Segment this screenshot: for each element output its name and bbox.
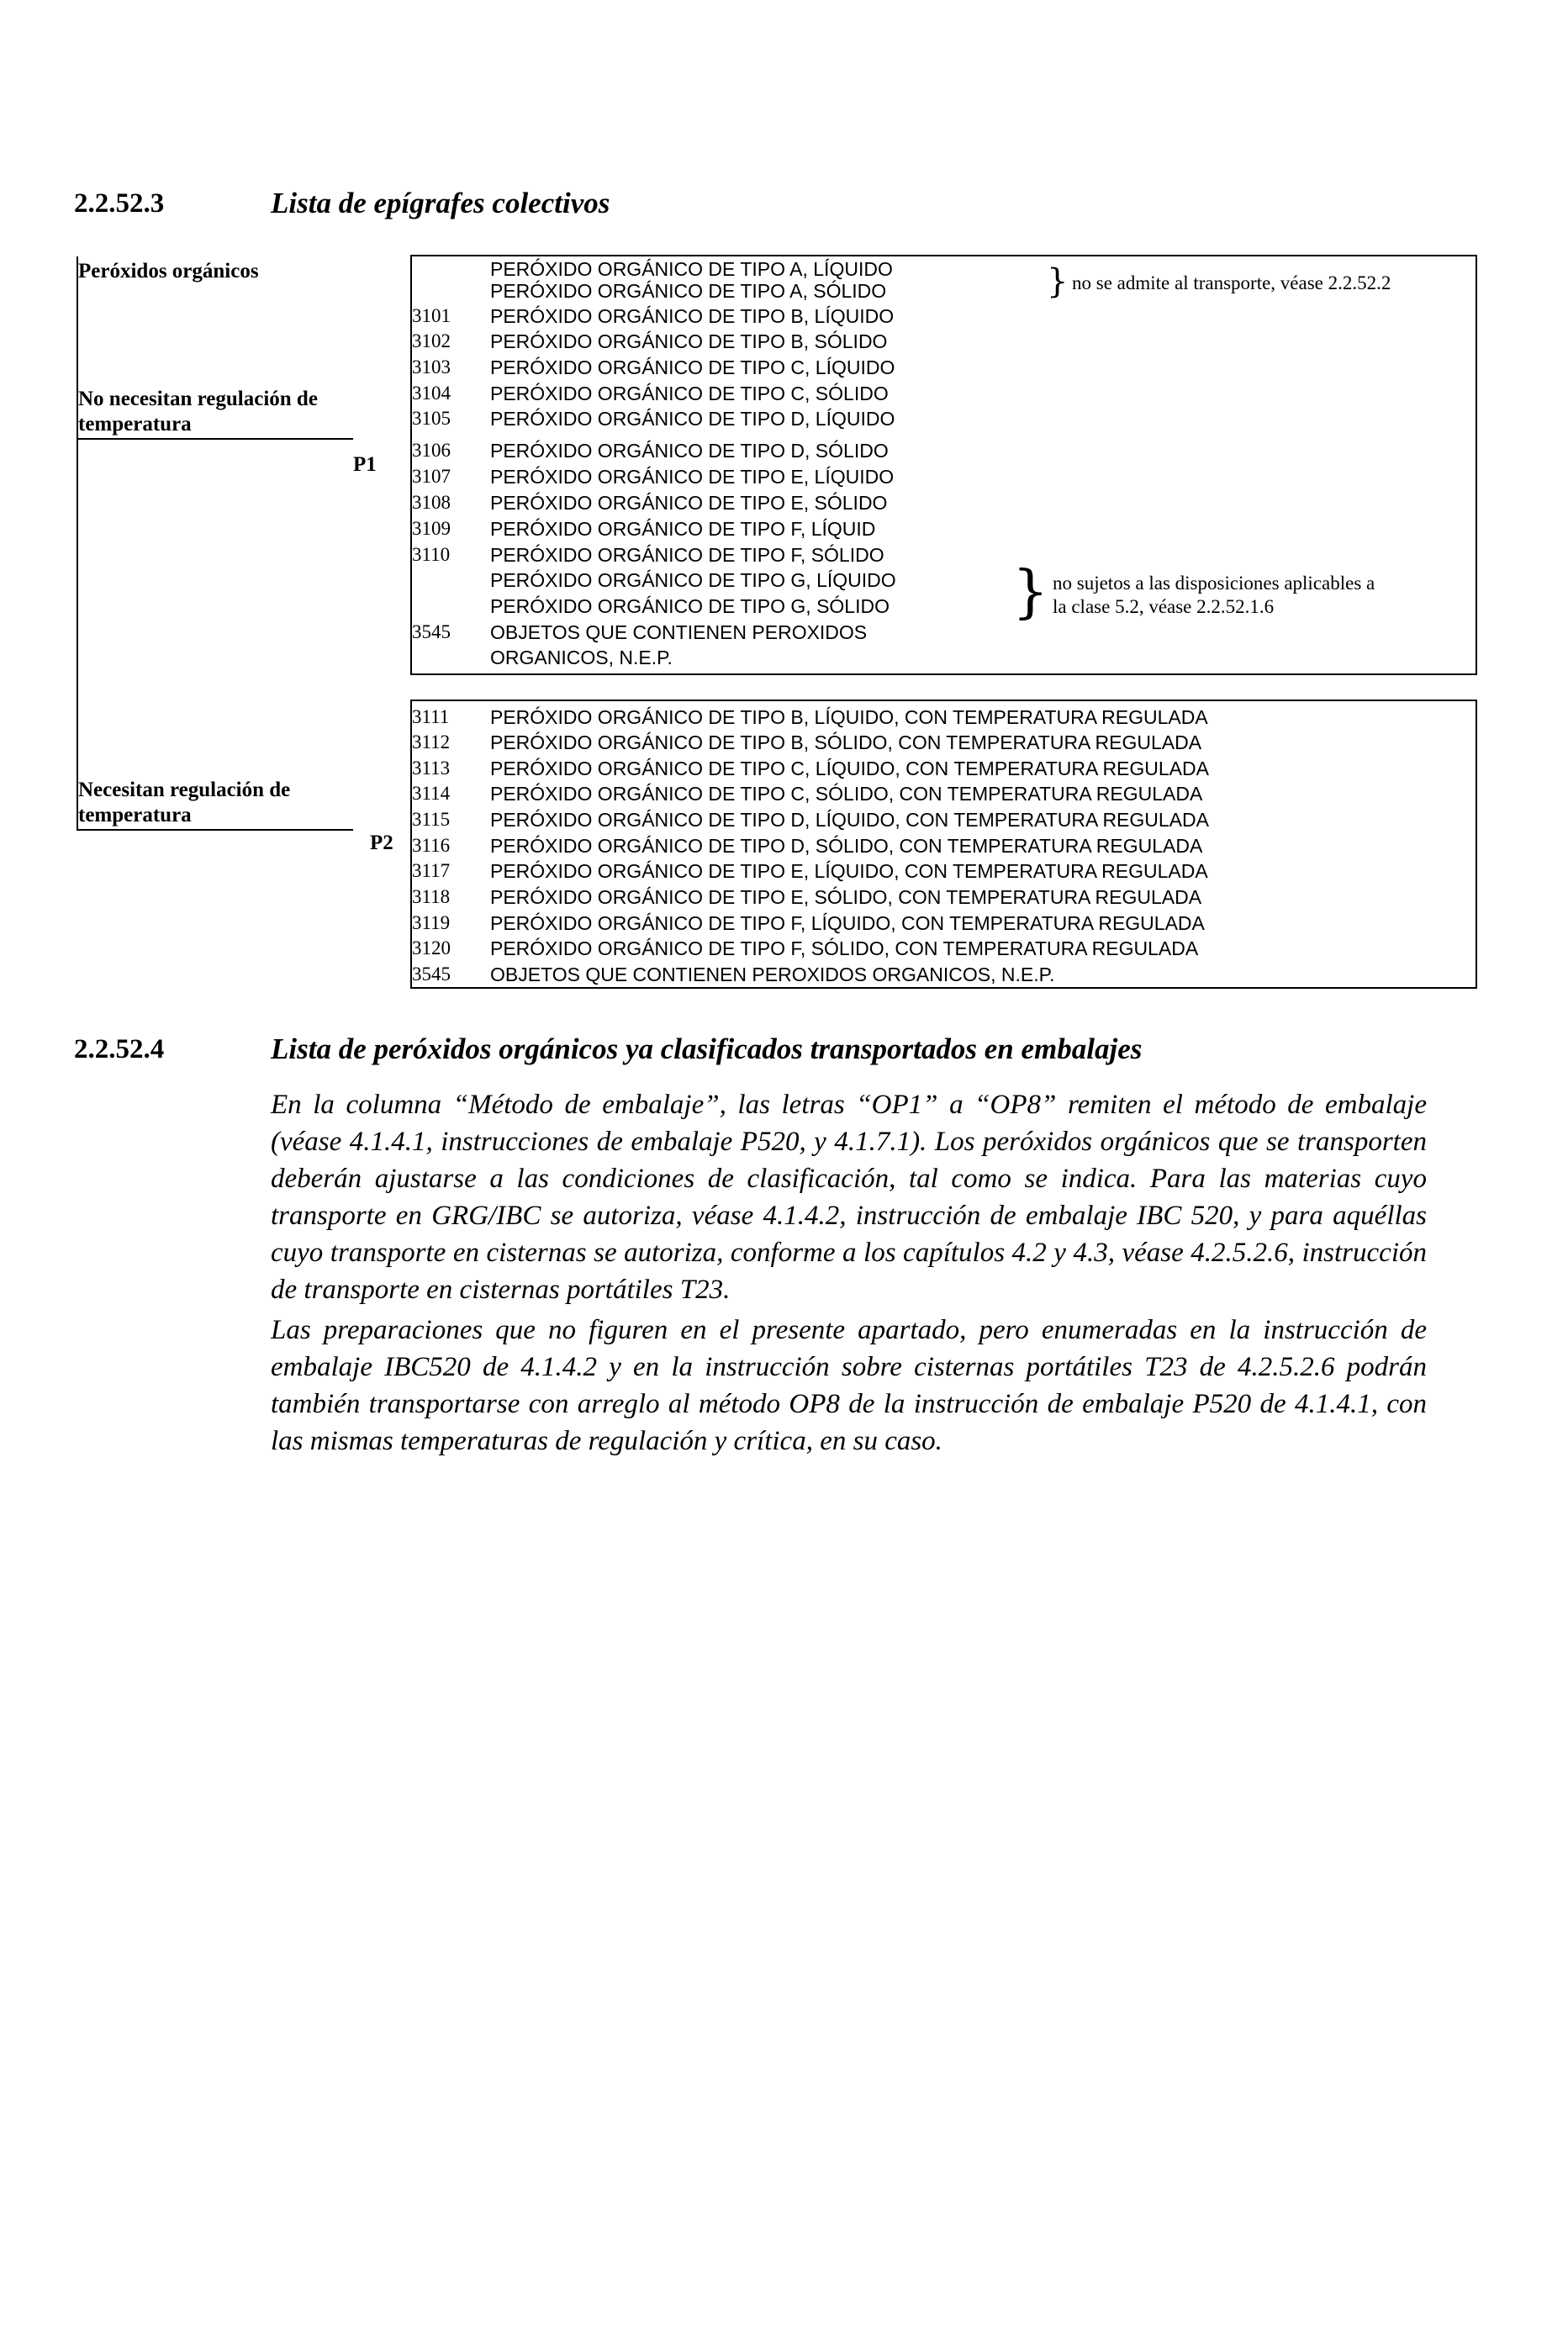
entry-name: PERÓXIDO ORGÁNICO DE TIPO C, LÍQUIDO	[490, 356, 895, 378]
un-number: 3109	[412, 518, 451, 539]
entry-name: PERÓXIDO ORGÁNICO DE TIPO D, LÍQUIDO	[490, 408, 895, 430]
entry-name: PERÓXIDO ORGÁNICO DE TIPO E, LÍQUIDO, CON TEMPERATURA REGULADA	[490, 860, 1208, 882]
entry-name: PERÓXIDO ORGÁNICO DE TIPO D, LÍQUIDO, CON TEMPERATURA REGULADA	[490, 809, 1209, 831]
un-number: 3105	[412, 408, 451, 429]
entry-name: PERÓXIDO ORGÁNICO DE TIPO B, LÍQUIDO, CON TEMPERATURA REGULADA	[490, 706, 1208, 728]
entry-name: OBJETOS QUE CONTIENEN PEROXIDOS ORGANICOS, N.E.P.	[490, 964, 1055, 985]
un-number: 3107	[412, 466, 451, 487]
un-number: 3118	[412, 886, 451, 907]
entry-name: PERÓXIDO ORGÁNICO DE TIPO F, LÍQUID	[490, 518, 876, 540]
un-number: 3115	[412, 809, 451, 830]
entry-name: PERÓXIDO ORGÁNICO DE TIPO B, SÓLIDO, CON TEMPERATURA REGULADA	[490, 731, 1202, 753]
no-regulation-underline	[77, 438, 353, 440]
entry-name: PERÓXIDO ORGÁNICO DE TIPO A, LÍQUIDO	[490, 258, 893, 280]
section-number: 2.2.52.4	[74, 1034, 165, 1064]
note-not-subject-line1: no sujetos a las disposiciones aplicables a	[1053, 573, 1375, 594]
entry-name: PERÓXIDO ORGÁNICO DE TIPO B, LÍQUIDO	[490, 305, 895, 327]
entry-name: OBJETOS QUE CONTIENEN PEROXIDOS	[490, 621, 868, 643]
p2-label: P2	[370, 832, 393, 854]
regulation-label-line2: temperatura	[78, 804, 192, 826]
entry-name: PERÓXIDO ORGÁNICO DE TIPO E, LÍQUIDO	[490, 466, 895, 488]
un-number: 3103	[412, 356, 451, 378]
peroxides-label: Peróxidos orgánicos	[78, 260, 259, 283]
p2-table	[410, 700, 1477, 989]
entry-name: PERÓXIDO ORGÁNICO DE TIPO A, SÓLIDO	[490, 280, 887, 302]
entry-name: PERÓXIDO ORGÁNICO DE TIPO E, SÓLIDO	[490, 492, 888, 514]
un-number: 3112	[412, 731, 451, 752]
section-title: Lista de peróxidos orgánicos ya clasificados transportados en embalajes	[271, 1032, 1143, 1065]
regulation-label-line1: Necesitan regulación de	[78, 779, 291, 801]
right-brace-icon: }	[1047, 262, 1069, 301]
entry-name: PERÓXIDO ORGÁNICO DE TIPO G, LÍQUIDO	[490, 569, 896, 591]
entry-name: PERÓXIDO ORGÁNICO DE TIPO B, SÓLIDO	[490, 330, 888, 352]
un-number: 3110	[412, 544, 451, 565]
un-number: 3545	[412, 621, 451, 642]
entry-name: PERÓXIDO ORGÁNICO DE TIPO C, SÓLIDO	[490, 383, 889, 404]
no-regulation-label-line1: No necesitan regulación de	[78, 388, 318, 410]
un-number: 3117	[412, 860, 451, 881]
entry-name: ORGANICOS, N.E.P.	[490, 647, 673, 668]
un-number: 3120	[412, 937, 451, 958]
section-title: Lista de epígrafes colectivos	[271, 187, 610, 219]
entry-name: PERÓXIDO ORGÁNICO DE TIPO D, SÓLIDO	[490, 440, 889, 462]
un-number: 3545	[412, 964, 451, 985]
un-number: 3113	[412, 758, 451, 779]
body-paragraph: En la columna “Método de embalaje”, las letras “OP1” a “OP8” remiten el método de embalaje (véase 4.1.4.1, instrucciones de embalaje P520, y 4.1.7.1). Los peróxidos orgánicos que se transporten deberán ajustarse a las condiciones de clasificación, tal como se indica. Para las materias cuyo transporte en GRG/IBC se autoriza, véase 4.1.4.2, instrucción de embalaje IBC 520, y para aquéllas cuyo transporte en cisternas se autoriza, conforme a los capítulos 4.2 y 4.3, véase 4.2.5.2.6, instrucción de transporte en cisternas portátiles T23.	[271, 1090, 1427, 1305]
note-not-subject-line2: la clase 5.2, véase 2.2.52.1.6	[1053, 596, 1275, 617]
entry-name: PERÓXIDO ORGÁNICO DE TIPO D, SÓLIDO, CON TEMPERATURA REGULADA	[490, 835, 1203, 857]
entry-name: PERÓXIDO ORGÁNICO DE TIPO C, LÍQUIDO, CON TEMPERATURA REGULADA	[490, 758, 1209, 779]
un-number: 3111	[412, 706, 450, 727]
un-number: 3116	[412, 835, 451, 856]
entry-name: PERÓXIDO ORGÁNICO DE TIPO C, SÓLIDO, CON TEMPERATURA REGULADA	[490, 783, 1203, 805]
note-not-admitted: no se admite al transporte, véase 2.2.52.2	[1072, 272, 1391, 293]
hierarchy-vertical-line	[77, 256, 78, 830]
no-regulation-label-line2: temperatura	[78, 413, 192, 436]
un-number: 3108	[412, 492, 451, 513]
entry-name: PERÓXIDO ORGÁNICO DE TIPO F, SÓLIDO, CON TEMPERATURA REGULADA	[490, 937, 1199, 959]
right-brace-icon: }	[1012, 559, 1049, 626]
entry-name: PERÓXIDO ORGÁNICO DE TIPO G, SÓLIDO	[490, 595, 890, 617]
un-number: 3101	[412, 305, 451, 326]
entry-name: PERÓXIDO ORGÁNICO DE TIPO E, SÓLIDO, CON TEMPERATURA REGULADA	[490, 886, 1202, 908]
regulation-underline	[77, 829, 353, 831]
un-number: 3104	[412, 383, 451, 404]
p1-table	[410, 255, 1477, 675]
un-number: 3106	[412, 440, 451, 461]
entry-name: PERÓXIDO ORGÁNICO DE TIPO F, SÓLIDO	[490, 544, 884, 566]
entry-name: PERÓXIDO ORGÁNICO DE TIPO F, LÍQUIDO, CON TEMPERATURA REGULADA	[490, 912, 1205, 934]
un-number: 3119	[412, 912, 451, 933]
section-number: 2.2.52.3	[74, 188, 165, 219]
p1-label: P1	[353, 453, 377, 476]
body-paragraph: Las preparaciones que no figuren en el presente apartado, pero enumeradas en la instrucción de embalaje IBC520 de 4.1.4.2 y en la instrucción sobre cisternas portátiles T23 de 4.2.5.2.6 podrán también transportarse con arreglo al método OP8 de la instrucción de embalaje P520 de 4.1.4.1, con las mismas temperaturas de regulación y crítica, en su caso.	[271, 1315, 1427, 1456]
un-number: 3114	[412, 783, 451, 804]
un-number: 3102	[412, 330, 451, 351]
